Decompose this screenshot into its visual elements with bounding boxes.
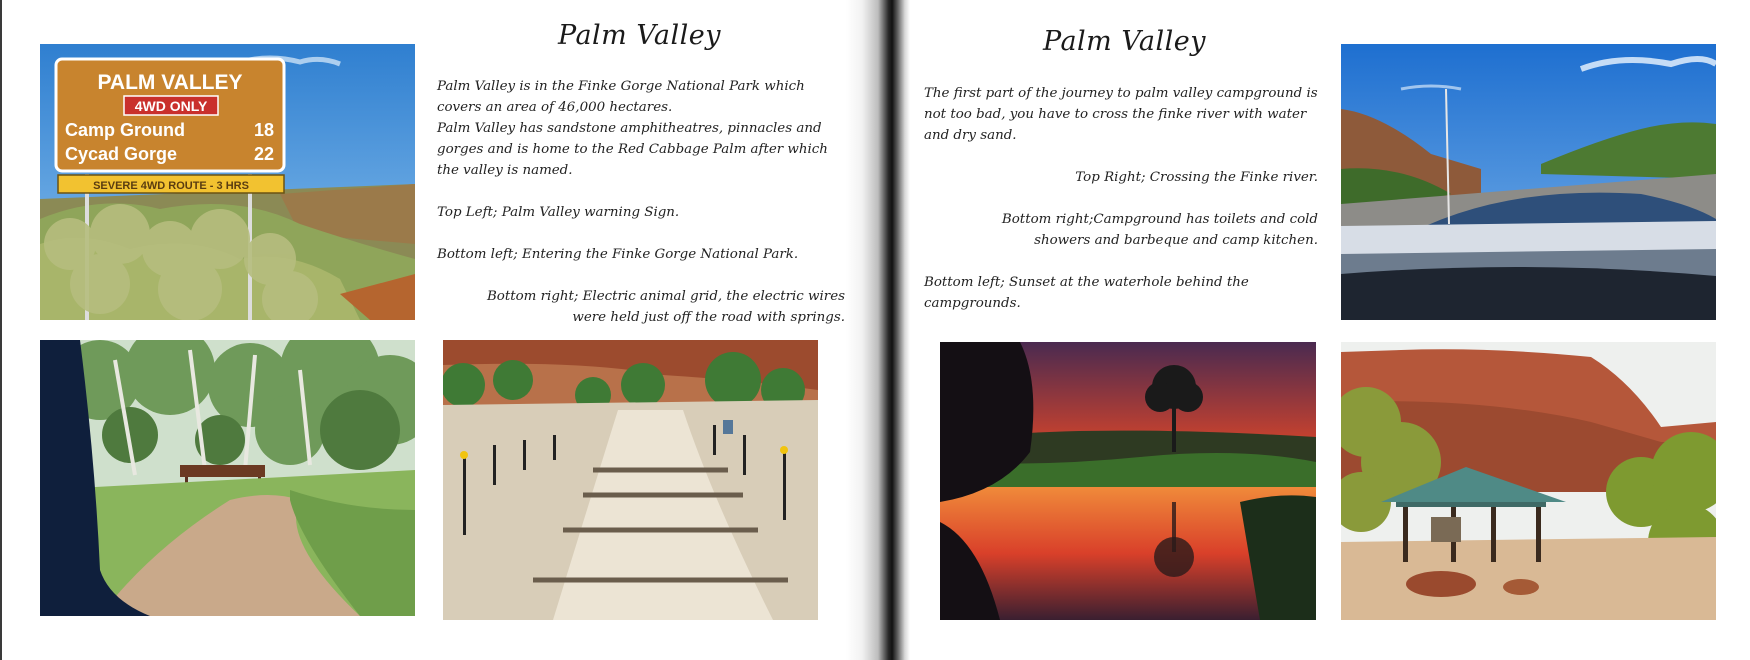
right-page-title: Palm Valley <box>1043 26 1206 57</box>
sign-row1-value: 18 <box>253 120 274 140</box>
park-entrance-photo <box>40 340 415 616</box>
right-caption-bottom-left: Bottom left; Sunset at the waterhole behind the campgrounds. <box>924 275 1249 311</box>
campground-shelter-photo <box>1341 342 1716 620</box>
animal-grid-photo <box>443 340 818 620</box>
sunset-waterhole-photo <box>940 342 1316 620</box>
left-page-title: Palm Valley <box>558 20 721 51</box>
sign-heading: PALM VALLEY <box>97 71 243 94</box>
left-caption-bottom-right: Bottom right; Electric animal grid, the electric wires were held just off the road with springs. <box>486 289 845 325</box>
sign-row2-value: 22 <box>253 144 274 164</box>
book-edge <box>0 0 2 660</box>
right-caption-bottom-right: Bottom right;Campground has toilets and cold showers and barbeque and camp kitchen. <box>1001 212 1318 248</box>
river-crossing-photo <box>1341 44 1716 320</box>
left-caption-top-left: Top Left; Palm Valley warning Sign. <box>437 205 680 220</box>
left-page-body <box>437 76 845 328</box>
sign-footer: SEVERE 4WD ROUTE - 3 HRS <box>93 180 249 192</box>
book-gutter <box>846 0 910 660</box>
warning-sign-photo <box>40 44 415 320</box>
left-paragraph-1: Palm Valley is in the Finke Gorge National Park which covers an area of 46,000 hectares. <box>437 79 805 115</box>
sign-badge: 4WD ONLY <box>134 98 208 114</box>
left-caption-bottom-left: Bottom left; Entering the Finke Gorge National Park. <box>437 247 799 262</box>
sign-row1-label: Camp Ground <box>65 120 185 140</box>
right-caption-top-right: Top Right; Crossing the Finke river. <box>1075 170 1318 185</box>
left-paragraph-2: Palm Valley has sandstone amphitheatres, pinnacles and gorges and is home to the Red Cabbage Palm after which the valley is named. <box>437 121 828 178</box>
right-paragraph-1: The first part of the journey to palm valley campground is not too bad, you have to cross the finke river with water and dry sand. <box>924 86 1318 143</box>
sign-row2-label: Cycad Gorge <box>65 144 178 164</box>
right-page-body <box>924 83 1318 314</box>
